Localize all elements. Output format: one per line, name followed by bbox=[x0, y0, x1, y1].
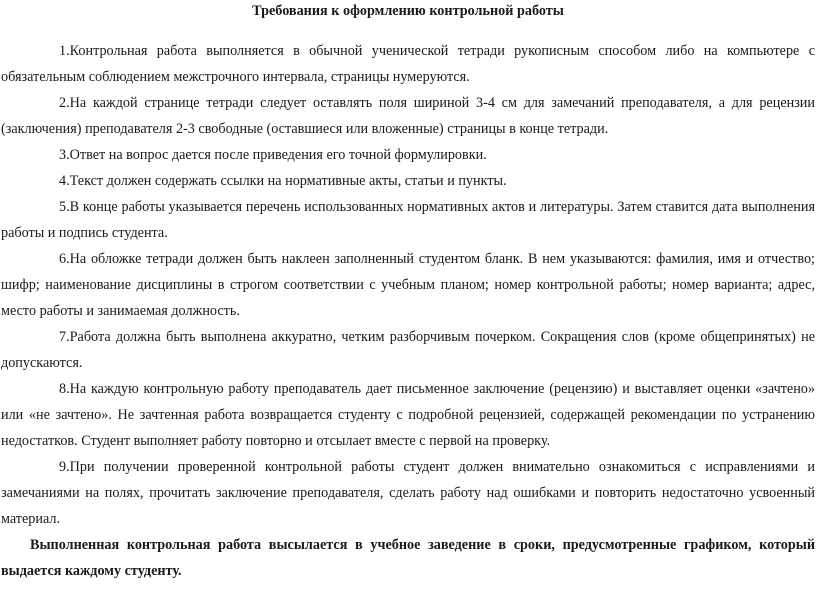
item-text: В конце работы указывается перечень использованных нормативных актов и литературы. Затем ставится дата выполнения работы и подпись студента. bbox=[1, 199, 815, 241]
item-number: 6. bbox=[59, 251, 70, 267]
item-number: 8. bbox=[59, 381, 70, 397]
item-text: При получении проверенной контрольной работы студент должен внимательно ознакомиться с исправлениями и замечаниями на полях, прочитать заключение преподавателя, сделать работу над ошибками и повторить недостаточно усвоенный материал. bbox=[1, 459, 815, 527]
item-number: 4. bbox=[59, 173, 70, 189]
list-item bbox=[1, 38, 815, 90]
item-text: На каждой странице тетради следует оставлять поля шириной 3-4 см для замечаний преподавателя, а для рецензии (заключения) преподавателя 2-3 свободные (оставшиеся или вложенные) страницы в конце тетради. bbox=[1, 95, 815, 137]
item-text: Ответ на вопрос дается после приведения его точной формулировки. bbox=[69, 147, 487, 163]
item-number: 1. bbox=[59, 43, 70, 59]
item-number: 2. bbox=[59, 95, 70, 111]
item-number: 7. bbox=[59, 329, 70, 345]
item-text: На обложке тетради должен быть наклеен заполненный студентом бланк. В нем указываются: фамилия, имя и отчество; шифр; наименование дисциплины в строгом соответствии с учебным планом; номер контрольной работы; номер варианта; адрес, место работы и занимаемая должность. bbox=[1, 251, 815, 319]
list-item bbox=[1, 142, 815, 168]
final-note: Выполненная контрольная работа высылается в учебное заведение в сроки, предусмотренные графиком, который выдается каждому студенту. bbox=[1, 537, 815, 579]
list-item bbox=[1, 194, 815, 246]
requirements-list bbox=[1, 38, 815, 532]
item-text: Работа должна быть выполнена аккуратно, четким разборчивым почерком. Сокращения слов (кроме общепринятых) не допускаются. bbox=[1, 329, 815, 371]
item-text: Текст должен содержать ссылки на нормативные акты, статьи и пункты. bbox=[69, 173, 507, 189]
list-item bbox=[1, 90, 815, 142]
item-text: На каждую контрольную работу преподаватель дает письменное заключение (рецензию) и выставляет оценки «зачтено» или «не зачтено». Не зачтенная работа возвращается студенту с подробной рецензией, содержащей рекомендации по устранению недостатков. Студент выполняет работу повторно и отсылает вместе с первой на проверку. bbox=[1, 381, 815, 449]
list-item bbox=[1, 376, 815, 454]
item-number: 9. bbox=[59, 459, 70, 475]
list-item bbox=[1, 324, 815, 376]
list-item bbox=[1, 246, 815, 324]
item-number: 5. bbox=[59, 199, 70, 215]
document-title: Требования к оформлению контрольной работы bbox=[252, 3, 564, 19]
list-item bbox=[1, 454, 815, 532]
list-item bbox=[1, 168, 815, 194]
item-number: 3. bbox=[59, 147, 70, 163]
item-text: Контрольная работа выполняется в обычной ученической тетради рукописным способом либо на компьютере с обязательным соблюдением межстрочного интервала, страницы нумеруются. bbox=[1, 43, 815, 85]
